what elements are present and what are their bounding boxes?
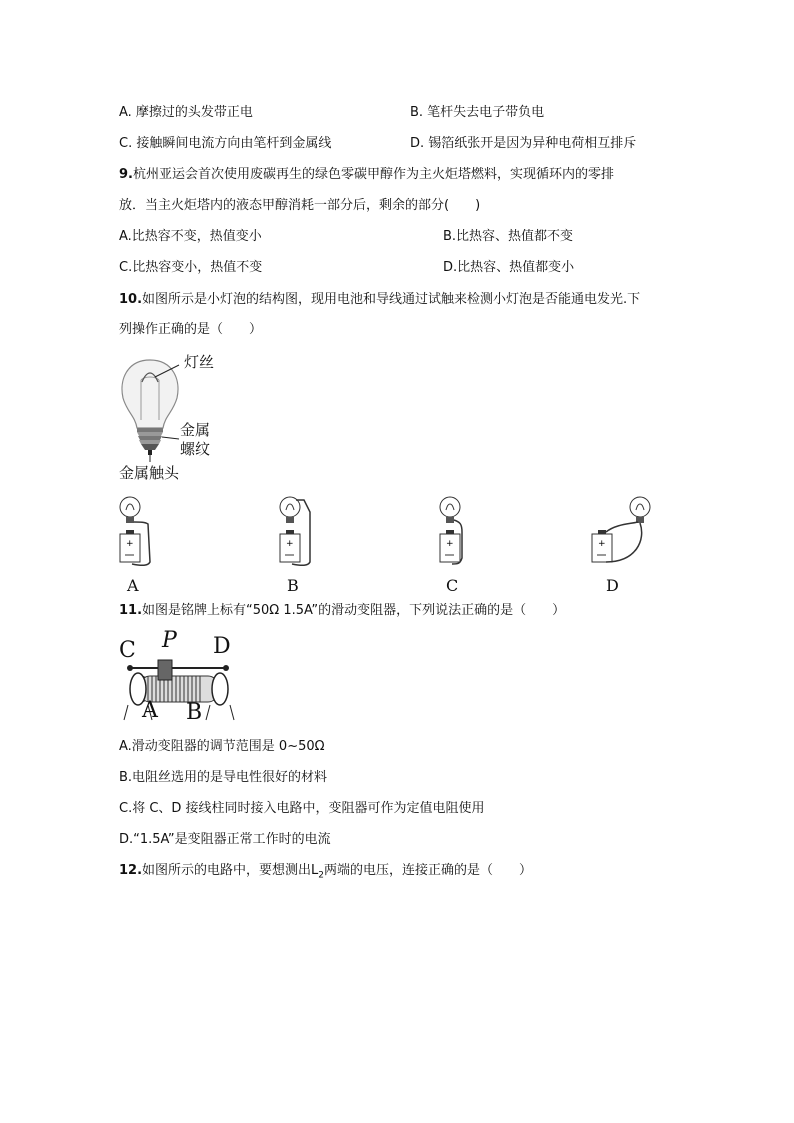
q8-option-a: A. 摩擦过的头发带正电 xyxy=(119,105,253,120)
svg-text:+: + xyxy=(446,539,454,549)
choice-a-diagram xyxy=(120,497,150,565)
q8-option-d: D. 锡箔纸张开是因为异种电荷相互排斥 xyxy=(410,136,637,151)
q8-option-c: C. 接触瞬间电流方向由笔杆到金属线 xyxy=(119,136,332,151)
choice-b-label: B xyxy=(287,576,299,595)
q10-stem-line2: 列操作正确的是（ ） xyxy=(119,322,263,337)
metal-tip-label: 金属触头 xyxy=(119,464,180,482)
q8-option-b: B. 笔杆失去电子带负电 xyxy=(410,105,545,120)
q11-option-b: B.电阻丝选用的是导电性很好的材料 xyxy=(119,770,328,785)
q9-stem-line2: 放．当主火炬塔内的液态甲醇消耗一部分后，剩余的部分( ) xyxy=(119,198,481,213)
q11-number: 11. xyxy=(119,603,143,618)
bulb-wiring-choices xyxy=(110,492,670,572)
q9-text-1: 杭州亚运会首次使用废碳再生的绿色零碳甲醇作为主火炬塔燃料，实现循环内的零排 xyxy=(132,167,614,182)
filament-label: 灯丝 xyxy=(184,353,215,371)
q9-option-c: C.比热容变小，热值不变 xyxy=(119,260,263,275)
q12-number: 12. xyxy=(119,863,143,878)
q9-option-b: B.比热容、热值都不变 xyxy=(443,229,574,244)
metal-thread-label-2: 螺纹 xyxy=(180,440,211,458)
choice-c-label: C xyxy=(446,576,459,595)
choice-d-diagram xyxy=(592,497,650,562)
q12-text-1a: 如图所示的电路中，要想测出 xyxy=(142,863,312,878)
q12-stem-line1 xyxy=(119,862,532,885)
slider-p-label: P xyxy=(162,628,177,653)
q11-option-c: C.将 C、D 接线柱同时接入电路中，变阻器可作为定值电阻使用 xyxy=(119,801,485,816)
svg-text:+: + xyxy=(126,539,134,549)
terminal-c-label: C xyxy=(119,638,136,663)
terminal-d-icon xyxy=(223,665,229,671)
q9-stem-line1 xyxy=(119,166,614,184)
q10-stem-line1 xyxy=(119,291,640,309)
q11-text-1: 如图是铭牌上标有“50Ω 1.5A”的滑动变阻器，下列说法正确的是（ ） xyxy=(142,603,566,618)
choice-b-diagram xyxy=(280,497,310,565)
q9-option-a: A.比热容不变，热值变小 xyxy=(119,229,262,244)
terminal-d-label: D xyxy=(213,634,231,659)
metal-thread-label-1: 金属 xyxy=(180,421,211,439)
q12-l-symbol: L xyxy=(311,863,319,878)
choice-c-diagram xyxy=(440,497,462,564)
q9-option-d: D.比热容、热值都变小 xyxy=(443,260,575,275)
q12-text-1b: 两端的电压，连接正确的是（ ） xyxy=(324,863,533,878)
svg-text:+: + xyxy=(286,539,294,549)
terminal-b-label: B xyxy=(186,700,203,725)
slider-p-icon xyxy=(158,660,172,680)
choice-a-label: A xyxy=(127,576,139,595)
q10-number: 10. xyxy=(119,292,143,307)
q10-text-1: 如图所示是小灯泡的结构图，现用电池和导线通过试触来检测小灯泡是否能通电发光.下 xyxy=(142,292,641,307)
terminal-c-icon xyxy=(127,665,133,671)
metal-tip-icon xyxy=(148,450,152,455)
q9-number: 9. xyxy=(119,167,133,182)
q11-stem-line1 xyxy=(119,602,565,620)
choice-d-label: D xyxy=(606,576,619,595)
q12-l-subscript: 2 xyxy=(318,870,325,881)
q11-option-a: A.滑动变阻器的调节范围是 0~50Ω xyxy=(119,739,325,754)
terminal-a-label: A xyxy=(142,698,158,723)
q11-option-d: D.“1.5A”是变阻器正常工作时的电流 xyxy=(119,832,331,847)
svg-text:+: + xyxy=(598,539,606,549)
